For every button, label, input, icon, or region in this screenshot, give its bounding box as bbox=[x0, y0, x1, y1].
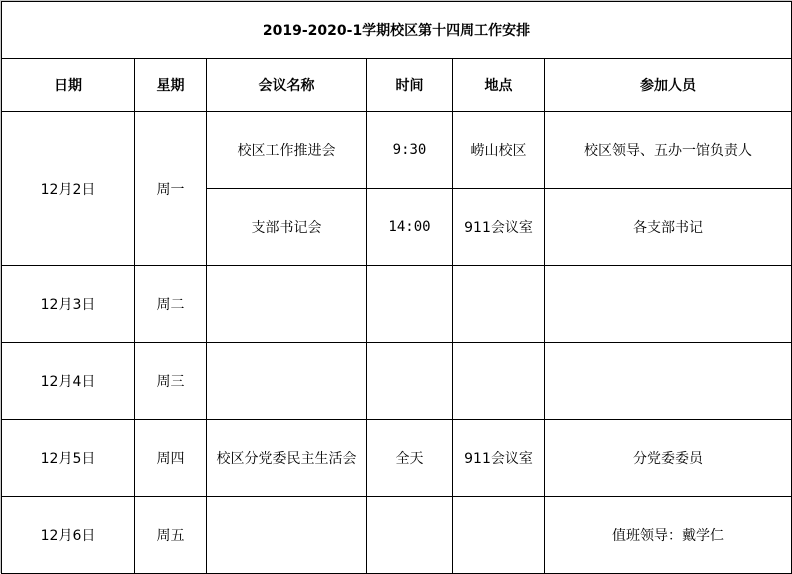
header-location: 地点 bbox=[453, 59, 545, 112]
location-cell: 崂山校区 bbox=[453, 112, 545, 189]
location-cell bbox=[453, 343, 545, 420]
header-weekday: 星期 bbox=[135, 59, 207, 112]
time-cell bbox=[367, 266, 453, 343]
table-row bbox=[2, 266, 792, 343]
participants-cell bbox=[545, 266, 792, 343]
participants-cell: 分党委委员 bbox=[545, 420, 792, 497]
participants-cell: 各支部书记 bbox=[545, 189, 792, 266]
participants-cell bbox=[545, 343, 792, 420]
header-time: 时间 bbox=[367, 59, 453, 112]
weekday-cell: 周五 bbox=[135, 497, 207, 574]
date-cell: 12月4日 bbox=[2, 343, 135, 420]
schedule-table bbox=[1, 1, 792, 574]
time-cell bbox=[367, 497, 453, 574]
time-cell: 9:30 bbox=[367, 112, 453, 189]
location-cell: 911会议室 bbox=[453, 420, 545, 497]
table-row bbox=[2, 497, 792, 574]
table-row bbox=[2, 112, 792, 189]
header-date: 日期 bbox=[2, 59, 135, 112]
table-title: 2019-2020-1学期校区第十四周工作安排 bbox=[2, 2, 792, 59]
time-cell: 全天 bbox=[367, 420, 453, 497]
date-cell: 12月5日 bbox=[2, 420, 135, 497]
weekday-cell: 周一 bbox=[135, 112, 207, 266]
table-row bbox=[2, 343, 792, 420]
participants-cell: 值班领导：戴学仁 bbox=[545, 497, 792, 574]
time-cell: 14:00 bbox=[367, 189, 453, 266]
meeting-cell bbox=[207, 266, 367, 343]
time-cell bbox=[367, 343, 453, 420]
date-cell: 12月6日 bbox=[2, 497, 135, 574]
header-meeting: 会议名称 bbox=[207, 59, 367, 112]
weekday-cell: 周四 bbox=[135, 420, 207, 497]
date-cell: 12月2日 bbox=[2, 112, 135, 266]
meeting-cell: 校区工作推进会 bbox=[207, 112, 367, 189]
date-cell: 12月3日 bbox=[2, 266, 135, 343]
meeting-cell: 支部书记会 bbox=[207, 189, 367, 266]
header-participants: 参加人员 bbox=[545, 59, 792, 112]
weekday-cell: 周三 bbox=[135, 343, 207, 420]
meeting-cell bbox=[207, 343, 367, 420]
meeting-cell bbox=[207, 497, 367, 574]
header-row bbox=[2, 59, 792, 112]
location-cell bbox=[453, 266, 545, 343]
table-row bbox=[2, 420, 792, 497]
meeting-cell: 校区分党委民主生活会 bbox=[207, 420, 367, 497]
participants-cell: 校区领导、五办一馆负责人 bbox=[545, 112, 792, 189]
location-cell: 911会议室 bbox=[453, 189, 545, 266]
weekday-cell: 周二 bbox=[135, 266, 207, 343]
location-cell bbox=[453, 497, 545, 574]
